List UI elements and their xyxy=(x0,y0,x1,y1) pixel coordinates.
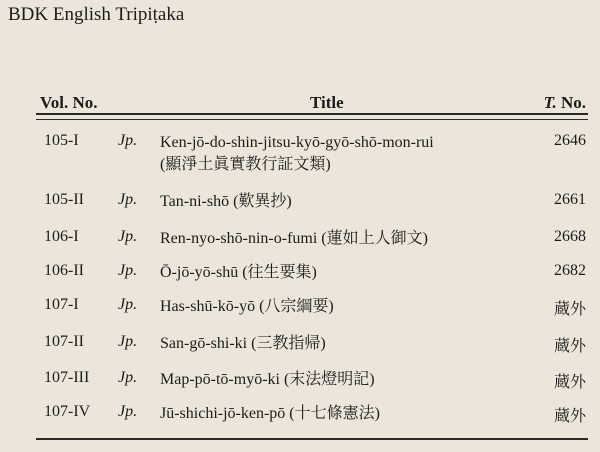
title: Jū-shichi-jō-ken-pō (十七條憲法) xyxy=(160,405,380,422)
t-no: 2682 xyxy=(554,262,586,279)
t-no: 2646 xyxy=(554,132,586,149)
language: Jp. xyxy=(118,191,138,208)
title xyxy=(160,132,530,176)
column-header-t-no xyxy=(544,93,586,113)
vol-no: 106-II xyxy=(44,262,84,279)
series-title: BDK English Tripiṭaka xyxy=(8,4,185,25)
vol-no: 107-III xyxy=(44,369,90,386)
title: Tan-ni-shō (歎異抄) xyxy=(160,193,292,210)
language: Jp. xyxy=(118,228,138,245)
vol-no: 106-I xyxy=(44,228,79,245)
t-no: 2668 xyxy=(554,228,586,245)
title: Ō-jō-yō-shū (往生要集) xyxy=(160,264,317,281)
header-rule-thin xyxy=(36,119,588,120)
t-no: 蔵外 xyxy=(553,301,586,318)
footer-rule xyxy=(36,438,588,440)
title: Ren-nyo-shō-nin-o-fumi (蓮如上人御文) xyxy=(160,230,428,247)
language: Jp. xyxy=(118,132,138,149)
column-header-vol-no: Vol. No. xyxy=(40,93,98,112)
t-no: 蔵外 xyxy=(553,338,586,355)
vol-no: 105-II xyxy=(44,191,84,208)
title-line-2: (顯淨土眞實教行証文類) xyxy=(160,156,331,173)
header-rule-thick xyxy=(36,113,588,115)
language: Jp. xyxy=(118,296,138,313)
t-no: 蔵外 xyxy=(553,408,586,425)
language: Jp. xyxy=(118,333,138,350)
vol-no: 105-I xyxy=(44,132,79,149)
column-header-t-prefix: T. xyxy=(543,93,557,112)
vol-no: 107-II xyxy=(44,333,84,350)
language: Jp. xyxy=(118,369,138,386)
language: Jp. xyxy=(118,262,138,279)
t-no: 蔵外 xyxy=(553,374,586,391)
title: Map-pō-tō-myō-ki (末法燈明記) xyxy=(160,371,375,388)
column-header-no-suffix: No. xyxy=(556,93,586,112)
t-no: 2661 xyxy=(554,191,586,208)
vol-no: 107-IV xyxy=(44,403,91,420)
column-header-title: Title xyxy=(310,93,344,112)
language: Jp. xyxy=(118,403,138,420)
title: Has-shū-kō-yō (八宗綱要) xyxy=(160,298,334,315)
vol-no: 107-I xyxy=(44,296,79,313)
title: San-gō-shi-ki (三教指帰) xyxy=(160,335,326,352)
title-line-1: Ken-jō-do-shin-jitsu-kyō-gyō-shō-mon-rui xyxy=(160,134,434,151)
